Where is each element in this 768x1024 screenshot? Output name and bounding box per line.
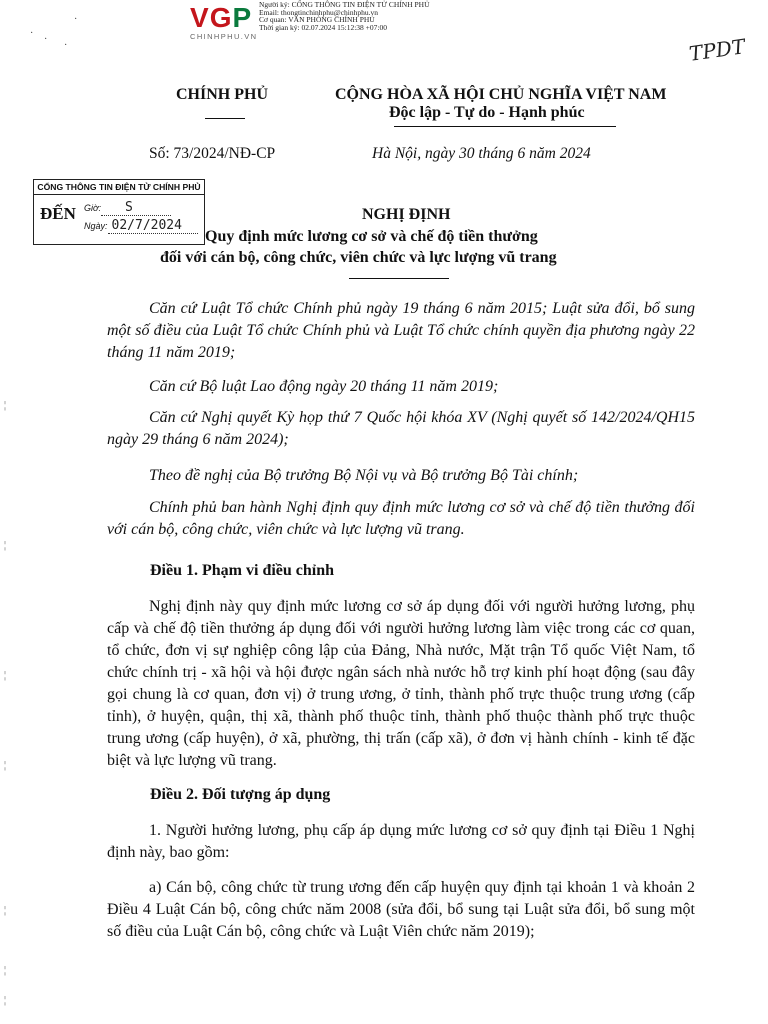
article-1-heading: Điều 1. Phạm vi điều chỉnh	[150, 562, 335, 579]
scan-mark: ¦	[4, 995, 7, 1006]
issuing-body: CHÍNH PHỦ	[176, 86, 268, 103]
scan-mark: ¦	[4, 400, 7, 411]
document-title-line2: đối với cán bộ, công chức, viên chức và lực lượng vũ trang	[160, 249, 557, 266]
preamble-paragraph: Theo đề nghị của Bộ trưởng Bộ Nội vụ và Bộ trưởng Bộ Tài chính;	[149, 467, 579, 484]
vgp-logo: VGP	[190, 2, 253, 33]
stamp-date-value: 02/7/2024	[111, 218, 182, 233]
agency-line: Cơ quan: VĂN PHÒNG CHÍNH PHỦ	[259, 15, 375, 25]
vgp-logo-subtitle: CHINHPHU.VN	[190, 32, 258, 41]
preamble-paragraph: Căn cứ Luật Tổ chức Chính phủ ngày 19 tháng 6 năm 2015; Luật sửa đổi, bổ sung một số điều của Luật Tổ chức Chính phủ và Luật Tổ chức chính quyền địa phương ngày 22 tháng 11 năm 2019;	[107, 300, 695, 361]
stamp-time-value: S	[124, 200, 133, 215]
scan-speck: ·	[74, 14, 78, 25]
preamble-paragraph: Căn cứ Bộ luật Lao động ngày 20 tháng 11 năm 2019;	[149, 378, 499, 395]
scan-speck: ·	[64, 40, 68, 51]
stamp-den-label: ĐẾN	[40, 204, 76, 223]
article-2-paragraph: 1. Người hưởng lương, phụ cấp áp dụng mức lương cơ sở quy định tại Điều 1 Nghị định này, bao gồm:	[107, 822, 695, 861]
email-line: Email: thongtinchinhphu@chinhphu.vn	[259, 7, 378, 17]
issuing-body-underline	[205, 118, 245, 119]
scan-speck: ·	[30, 28, 34, 39]
digital-signature-info	[259, 1, 509, 31]
document-number: Số: 73/2024/NĐ-CP	[149, 145, 276, 162]
scan-mark: ¦	[4, 760, 7, 771]
received-stamp	[33, 179, 205, 245]
stamp-time: Giờ: S	[84, 200, 171, 216]
national-title: CỘNG HÒA XÃ HỘI CHỦ NGHĨA VIỆT NAM	[335, 86, 667, 103]
document-type: NGHỊ ĐỊNH	[362, 206, 451, 223]
stamp-title: CỔNG THÔNG TIN ĐIỆN TỬ CHÍNH PHỦ	[34, 182, 204, 195]
title-underline	[349, 278, 449, 279]
article-1-body: Nghị định này quy định mức lương cơ sở áp dụng đối với người hưởng lương, phụ cấp và chế độ tiền thưởng áp dụng đối với người hưởng lương làm việc trong các cơ quan, tổ chức, đơn vị sự nghiệp công lập của Đảng, Nhà nước, Mặt trận Tổ quốc Việt Nam, tổ chức chính trị - xã hội và hội được ngân sách nhà nước hỗ trợ kinh phí hoạt động (sau đây gọi chung là cơ quan, đơn vị) ở trung ương, ở tỉnh, thành phố trực thuộc trung ương (cấp tỉnh), ở huyện, quận, thị xã, thành phố thuộc tỉnh, thành phố thuộc thành phố trực thuộc trung ương (cấp huyện), ở xã, phường, thị trấn (cấp xã), ở đơn vị hành chính - kinh tế đặc biệt và lực lượng vũ trang.	[107, 598, 695, 769]
scan-mark: ¦	[4, 670, 7, 681]
handwritten-initials: TPDT	[687, 34, 747, 66]
motto-underline	[394, 126, 616, 127]
preamble-paragraph: Chính phủ ban hành Nghị định quy định mức lương cơ sở và chế độ tiền thưởng đối với cán bộ, công chức, viên chức và lực lượng vũ trang.	[107, 499, 695, 538]
scan-speck: ·	[44, 34, 48, 45]
sign-time-line: Thời gian ký: 02.07.2024 15:12:38 +07:00	[259, 22, 387, 32]
article-2-heading: Điều 2. Đối tượng áp dụng	[150, 786, 331, 803]
scan-mark: ¦	[4, 965, 7, 976]
scan-mark: ¦	[4, 905, 7, 916]
document-title-line1: Quy định mức lương cơ sở và chế độ tiền thưởng	[205, 228, 538, 245]
article-2-paragraph: a) Cán bộ, công chức từ trung ương đến cấp huyện quy định tại khoản 1 và khoản 2 Điều 4 Luật Cán bộ, công chức năm 2008 (sửa đổi, bổ sung tại Luật sửa đổi, bổ sung một số điều của Luật Cán bộ, công chức và Luật Viên chức năm 2019);	[107, 879, 695, 940]
document-date: Hà Nội, ngày 30 tháng 6 năm 2024	[372, 145, 591, 162]
scan-mark: ¦	[4, 540, 7, 551]
preamble-paragraph: Căn cứ Nghị quyết Kỳ họp thứ 7 Quốc hội khóa XV (Nghị quyết số 142/2024/QH15 ngày 29 tháng 6 năm 2024);	[107, 409, 695, 448]
stamp-date: Ngày: 02/7/2024	[84, 218, 198, 234]
signer-line: Người ký: CỔNG THÔNG TIN ĐIỆN TỬ CHÍNH PHỦ	[259, 0, 430, 9]
national-motto: Độc lập - Tự do - Hạnh phúc	[389, 104, 585, 121]
